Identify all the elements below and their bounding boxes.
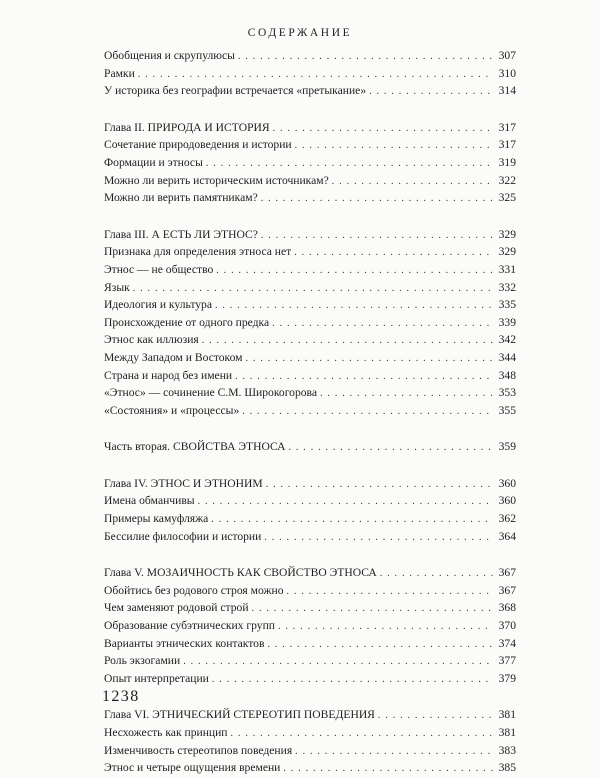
page-number: 1238: [102, 688, 140, 705]
toc-entry-title: Этнос и четыре ощущения времени: [104, 761, 281, 775]
toc-entry: [104, 314, 516, 332]
toc-entry: [104, 652, 516, 670]
toc-entry-page: 381: [498, 708, 516, 722]
toc-entry: [104, 475, 516, 493]
toc-entry-page: 359: [498, 440, 516, 454]
toc-entry: [104, 706, 516, 724]
dot-leader: [231, 725, 493, 743]
toc-entry: [104, 635, 516, 653]
dot-leader: [320, 385, 493, 403]
toc-entry-page: 355: [498, 403, 516, 417]
toc-entry-title: Язык: [104, 280, 130, 294]
toc-entry-title: Глава IV. ЭТНОС И ЭТНОНИМ: [104, 476, 263, 490]
toc-entry-page: 362: [498, 512, 516, 526]
toc-entry-page: 314: [498, 84, 516, 98]
toc-entry: [104, 82, 516, 100]
toc-entry-title: Часть вторая. СВОЙСТВА ЭТНОСА: [104, 440, 286, 454]
toc-entry: [104, 402, 516, 420]
dot-leader: [294, 244, 493, 262]
toc-entry: [104, 742, 516, 760]
dot-leader: [252, 600, 493, 618]
toc-entry-title: У историка без географии встречается «претыкание»: [104, 84, 367, 98]
toc-entry-page: 329: [498, 245, 516, 259]
toc-entry: [104, 528, 516, 546]
toc-entry-page: 331: [498, 262, 516, 276]
toc-entry-title: Примеры камуфляжа: [104, 512, 209, 526]
dot-leader: [273, 120, 493, 138]
dot-leader: [238, 48, 493, 66]
dot-leader: [380, 565, 493, 583]
dot-leader: [278, 618, 493, 636]
toc-entry: [104, 510, 516, 528]
toc-entry-title: Глава VI. ЭТНИЧЕСКИЙ СТЕРЕОТИП ПОВЕДЕНИЯ: [104, 708, 375, 722]
dot-leader: [206, 155, 493, 173]
section-gap: [104, 100, 516, 119]
toc-entry: [104, 349, 516, 367]
dot-leader: [183, 653, 493, 671]
page-header: СОДЕРЖАНИЕ: [247, 27, 353, 39]
dot-leader: [378, 707, 493, 725]
toc-entry-title: Обобщения и скрупулюсы: [104, 49, 235, 62]
toc-entry-page: 342: [498, 333, 516, 347]
toc-entry: [104, 617, 516, 635]
toc-entry-title: Бессилие философии и истории: [104, 529, 262, 543]
dot-leader: [267, 636, 493, 654]
toc-entry-title: Глава V. МОЗАИЧНОСТЬ КАК СВОЙСТВО ЭТНОСА: [104, 566, 377, 580]
section-gap: [104, 456, 516, 475]
toc-entry: [104, 582, 516, 600]
toc-entry-page: 307: [498, 49, 516, 62]
toc-entry: [104, 492, 516, 510]
toc-entry-page: 360: [498, 476, 516, 490]
toc-entry: [104, 759, 516, 777]
toc-entry-title: Роль экзогамии: [104, 654, 181, 668]
dot-leader: [289, 439, 494, 457]
toc-entry-title: Изменчивость стереотипов поведения: [104, 743, 293, 757]
dot-leader: [212, 671, 493, 689]
toc-entry-page: 379: [498, 671, 516, 685]
toc-entry-page: 325: [498, 191, 516, 205]
dot-leader: [266, 476, 493, 494]
toc-entry-title: Имена обманчивы: [104, 494, 195, 508]
toc-entry-page: 319: [498, 155, 516, 169]
dot-leader: [198, 493, 493, 511]
toc-entry-title: Глава III. А ЕСТЬ ЛИ ЭТНОС?: [104, 227, 258, 241]
dot-leader: [235, 368, 493, 386]
toc-entry-page: 360: [498, 494, 516, 508]
toc-entry-page: 335: [498, 298, 516, 312]
toc-entry-title: Идеология и культура: [104, 298, 212, 312]
toc-entry: [104, 119, 516, 137]
toc-entry-page: 322: [498, 173, 516, 187]
toc-entry-title: Происхождение от одного предка: [104, 315, 270, 329]
section-gap: [104, 419, 516, 438]
toc-entry-title: Обойтись без родового строя можно: [104, 583, 284, 597]
dot-leader: [215, 297, 493, 315]
toc-entry-page: 374: [498, 636, 516, 650]
toc-entry: [104, 154, 516, 172]
toc-entry-page: 310: [498, 66, 516, 80]
toc-entry-title: Между Западом и Востоком: [104, 350, 243, 364]
toc-entry-page: 377: [498, 654, 516, 668]
dot-leader: [264, 529, 493, 547]
toc-entry-page: 385: [498, 761, 516, 775]
toc-entry-title: «Состояния» и «процессы»: [104, 403, 240, 417]
toc-entry: [104, 331, 516, 349]
toc-entry: [104, 599, 516, 617]
toc-entry-page: 383: [498, 743, 516, 757]
toc-entry-page: 344: [498, 350, 516, 364]
toc-entry: [104, 243, 516, 261]
toc-entry-title: Формации и этносы: [104, 155, 203, 169]
toc-entry-title: Страна и народ без имени: [104, 368, 233, 382]
toc-entry-page: 329: [498, 227, 516, 241]
toc-entry: [104, 189, 516, 207]
toc-entry-page: 348: [498, 368, 516, 382]
dot-leader: [272, 315, 493, 333]
toc-entry: [104, 261, 516, 279]
toc-entry: [104, 226, 516, 244]
toc-entry: [104, 279, 516, 297]
section-gap: [104, 545, 516, 564]
section-gap: [104, 207, 516, 226]
toc-entry-title: Можно ли верить историческим источникам?: [104, 173, 329, 187]
toc-entry-title: Этнос — не общество: [104, 262, 214, 276]
dot-leader: [216, 262, 493, 280]
dot-leader: [261, 227, 493, 245]
toc-entry: [104, 564, 516, 582]
toc-entry: [104, 670, 516, 688]
toc-entry-title: Опыт интерпретации: [104, 671, 209, 685]
dot-leader: [295, 137, 493, 155]
toc-entry: [104, 65, 516, 83]
toc-entry-page: 317: [498, 120, 516, 134]
toc-entry-page: 367: [498, 566, 516, 580]
dot-leader: [242, 403, 493, 421]
toc-entry-title: Признака для определения этноса нет: [104, 245, 292, 259]
toc-entry-page: 353: [498, 386, 516, 400]
toc-entry: [104, 438, 516, 456]
toc-entry-page: 381: [498, 726, 516, 739]
toc-entry-title: Рамки: [104, 66, 135, 80]
toc-entry-title: «Этнос» — сочинение С.М. Широкогорова: [104, 386, 318, 400]
dot-leader: [202, 332, 493, 350]
dot-leader: [138, 66, 493, 84]
toc-entry-page: 317: [498, 138, 516, 152]
section-gap: [104, 687, 516, 706]
toc-entry-title: Образование субэтнических групп: [104, 619, 275, 633]
dot-leader: [261, 190, 493, 208]
toc-entry-title: Варианты этнических контактов: [104, 636, 265, 650]
toc-entry-page: 370: [498, 619, 516, 633]
toc-entry: [104, 724, 516, 742]
dot-leader: [283, 760, 493, 778]
dot-leader: [133, 280, 493, 298]
toc-entry-page: 367: [498, 583, 516, 597]
toc-entry: [104, 384, 516, 402]
toc-entry-title: Несхожесть как принцип: [104, 726, 228, 739]
toc-entry: [104, 136, 516, 154]
toc-entry-page: 339: [498, 315, 516, 329]
toc-entry-title: Глава II. ПРИРОДА И ИСТОРИЯ: [104, 120, 270, 134]
toc-entry-title: Чем заменяют родовой строй: [104, 601, 249, 615]
toc-entry-title: Этнос как иллюзия: [104, 333, 199, 347]
dot-leader: [246, 350, 493, 368]
toc-entry-title: Можно ли верить памятникам?: [104, 191, 258, 205]
dot-leader: [369, 83, 493, 101]
dot-leader: [211, 511, 493, 529]
toc-entry-page: 364: [498, 529, 516, 543]
dot-leader: [332, 173, 493, 191]
toc-entry: [104, 296, 516, 314]
toc-entry: [104, 47, 516, 65]
toc-entry: [104, 172, 516, 190]
dot-leader: [295, 743, 493, 761]
toc-entry: [104, 367, 516, 385]
toc-entry-page: 332: [498, 280, 516, 294]
toc-entry-page: 368: [498, 601, 516, 615]
dot-leader: [287, 583, 493, 601]
table-of-contents: [104, 47, 516, 777]
toc-entry-title: Сочетание природоведения и истории: [104, 138, 292, 152]
